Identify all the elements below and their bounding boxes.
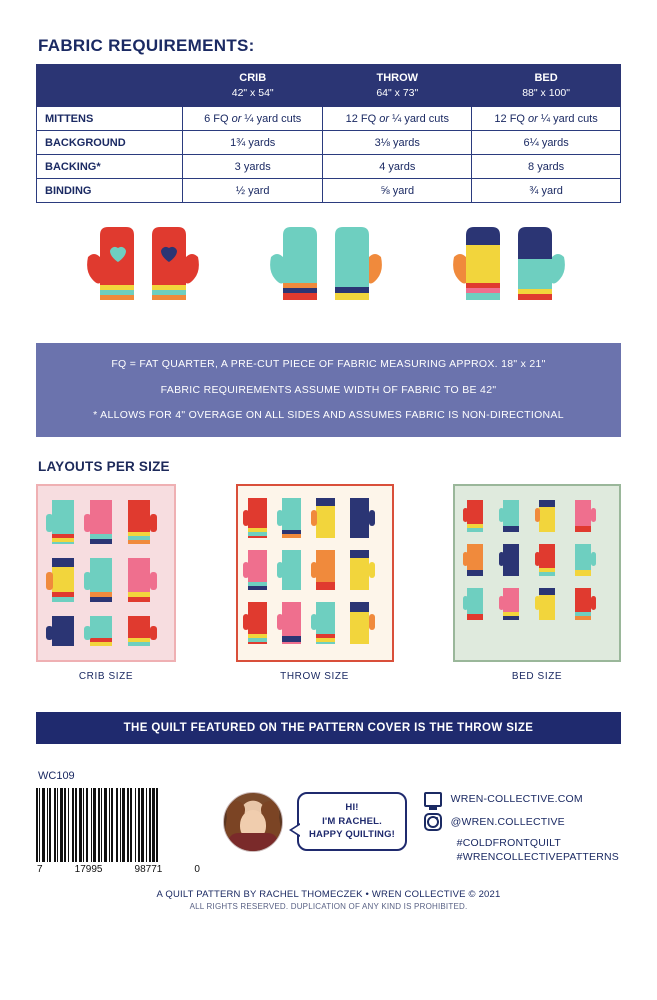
- cell-binding-throw: ⅝ yard: [323, 179, 472, 203]
- cell-mittens-bed: 12 FQ or ¼ yard cuts: [472, 107, 621, 131]
- mitten-teal-icon: [269, 227, 389, 319]
- fabric-requirements-table: [36, 64, 621, 203]
- barcode-digit-3: 0: [194, 863, 200, 875]
- cell-mittens-crib: 6 FQ or ¼ yard cuts: [183, 107, 323, 131]
- avatar: [223, 792, 283, 852]
- bubble-line-2: I'M RACHEL.: [322, 815, 382, 827]
- cell-background-throw: 3⅛ yards: [323, 131, 472, 155]
- speech-bubble: [297, 792, 407, 851]
- footer: [36, 770, 621, 911]
- row-label-binding: BINDING: [37, 179, 183, 203]
- throw-layout-icon: [238, 486, 392, 660]
- layouts-row: [36, 484, 621, 682]
- instagram-row[interactable]: [424, 813, 619, 831]
- header-crib-label: CRIB: [239, 72, 267, 84]
- credits-line-1: A QUILT PATTERN BY RACHEL THOMECZEK • WREN COLLECTIVE © 2021: [156, 888, 501, 900]
- header-throw-label: THROW: [376, 72, 419, 84]
- layout-bed: [453, 484, 621, 682]
- barcode-digit-2: 98771: [134, 863, 163, 875]
- credits-line-2: ALL RIGHTS RESERVED. DUPLICATION OF ANY KIND IS PROHIBITED.: [189, 901, 468, 911]
- barcode-bars: [36, 788, 201, 862]
- header-crib-size: 42" x 54": [231, 86, 274, 99]
- mitten-colorway-illustrations: [36, 227, 621, 317]
- page-title: FABRIC REQUIREMENTS:: [38, 36, 255, 55]
- quilt-diagram-crib: [36, 484, 176, 662]
- website-row[interactable]: [424, 792, 619, 807]
- layouts-heading: LAYOUTS PER SIZE: [38, 458, 170, 474]
- notes-block: [36, 343, 621, 437]
- row-label-mittens: MITTENS: [37, 107, 183, 131]
- note-fq-definition: FQ = FAT QUARTER, A PRE-CUT PIECE OF FABRIC MEASURING APPROX. 18" x 21": [111, 358, 546, 371]
- credits: [36, 889, 621, 911]
- website-url[interactable]: WREN-COLLECTIVE.COM: [450, 793, 583, 806]
- table-header-row: [37, 65, 621, 107]
- cell-background-crib: 1¾ yards: [183, 131, 323, 155]
- cell-mittens-throw: 12 FQ or ¼ yard cuts: [323, 107, 472, 131]
- mitten-pair-red: [86, 227, 206, 317]
- footer-main: [36, 788, 621, 875]
- barcode-digits: [36, 864, 201, 875]
- bubble-line-1: HI!: [345, 801, 359, 813]
- cell-binding-bed: ¾ yard: [472, 179, 621, 203]
- row-label-background: BACKGROUND: [37, 131, 183, 155]
- table-header-throw: [323, 65, 472, 107]
- hashtag-wrencollectivepatterns: #WRENCOLLECTIVEPATTERNS: [456, 850, 619, 863]
- cell-backing-throw: 4 yards: [323, 155, 472, 179]
- barcode-digit-1: 17995: [74, 863, 103, 875]
- sku-code: WC109: [38, 769, 75, 782]
- monitor-icon: [424, 792, 442, 807]
- barcode: [36, 788, 201, 875]
- note-overage: * ALLOWS FOR 4" OVERAGE ON ALL SIDES AND ASSUMES FABRIC IS NON-DIRECTIONAL: [93, 409, 564, 422]
- cell-binding-crib: ½ yard: [183, 179, 323, 203]
- layout-caption-throw: THROW SIZE: [280, 670, 349, 682]
- bubble-line-3: HAPPY QUILTING!: [309, 829, 396, 841]
- cell-backing-crib: 3 yards: [183, 155, 323, 179]
- layout-crib: [36, 484, 176, 682]
- designer-intro: [223, 792, 407, 852]
- quilt-diagram-bed: [453, 484, 621, 662]
- instagram-handle[interactable]: @WREN.COLLECTIVE: [450, 815, 565, 828]
- note-wof: FABRIC REQUIREMENTS ASSUME WIDTH OF FABRIC TO BE 42": [160, 383, 497, 396]
- row-label-backing: BACKING*: [37, 155, 183, 179]
- table-header-crib: [183, 65, 323, 107]
- table-row: [37, 179, 621, 203]
- header-bed-size: 88" x 100": [522, 86, 570, 99]
- header-bed-label: BED: [534, 72, 558, 84]
- header-throw-size: 64" x 73": [376, 86, 419, 99]
- crib-layout-icon: [38, 486, 174, 660]
- table-header-blank: [37, 65, 183, 107]
- table-header-bed: [472, 65, 621, 107]
- layout-throw: [236, 484, 394, 682]
- table-row: [37, 131, 621, 155]
- mitten-red-icon: [86, 227, 206, 319]
- table-row: [37, 155, 621, 179]
- layout-caption-crib: CRIB SIZE: [78, 670, 134, 682]
- mitten-pair-teal: [269, 227, 389, 317]
- mitten-yellow-icon: [452, 227, 572, 319]
- social-links: [424, 788, 621, 863]
- layout-caption-bed: BED SIZE: [511, 670, 563, 682]
- mitten-pair-yellow: [452, 227, 572, 317]
- table-row: [37, 107, 621, 131]
- bed-layout-icon: [455, 486, 619, 660]
- hashtag-coldfrontquilt: #COLDFRONTQUILT: [456, 836, 561, 849]
- quilt-diagram-throw: [236, 484, 394, 662]
- cell-backing-bed: 8 yards: [472, 155, 621, 179]
- barcode-digit-0: 7: [37, 863, 43, 875]
- featured-size-banner: THE QUILT FEATURED ON THE PATTERN COVER IS THE THROW SIZE: [36, 712, 621, 744]
- instagram-icon: [424, 813, 442, 831]
- cell-background-bed: 6¼ yards: [472, 131, 621, 155]
